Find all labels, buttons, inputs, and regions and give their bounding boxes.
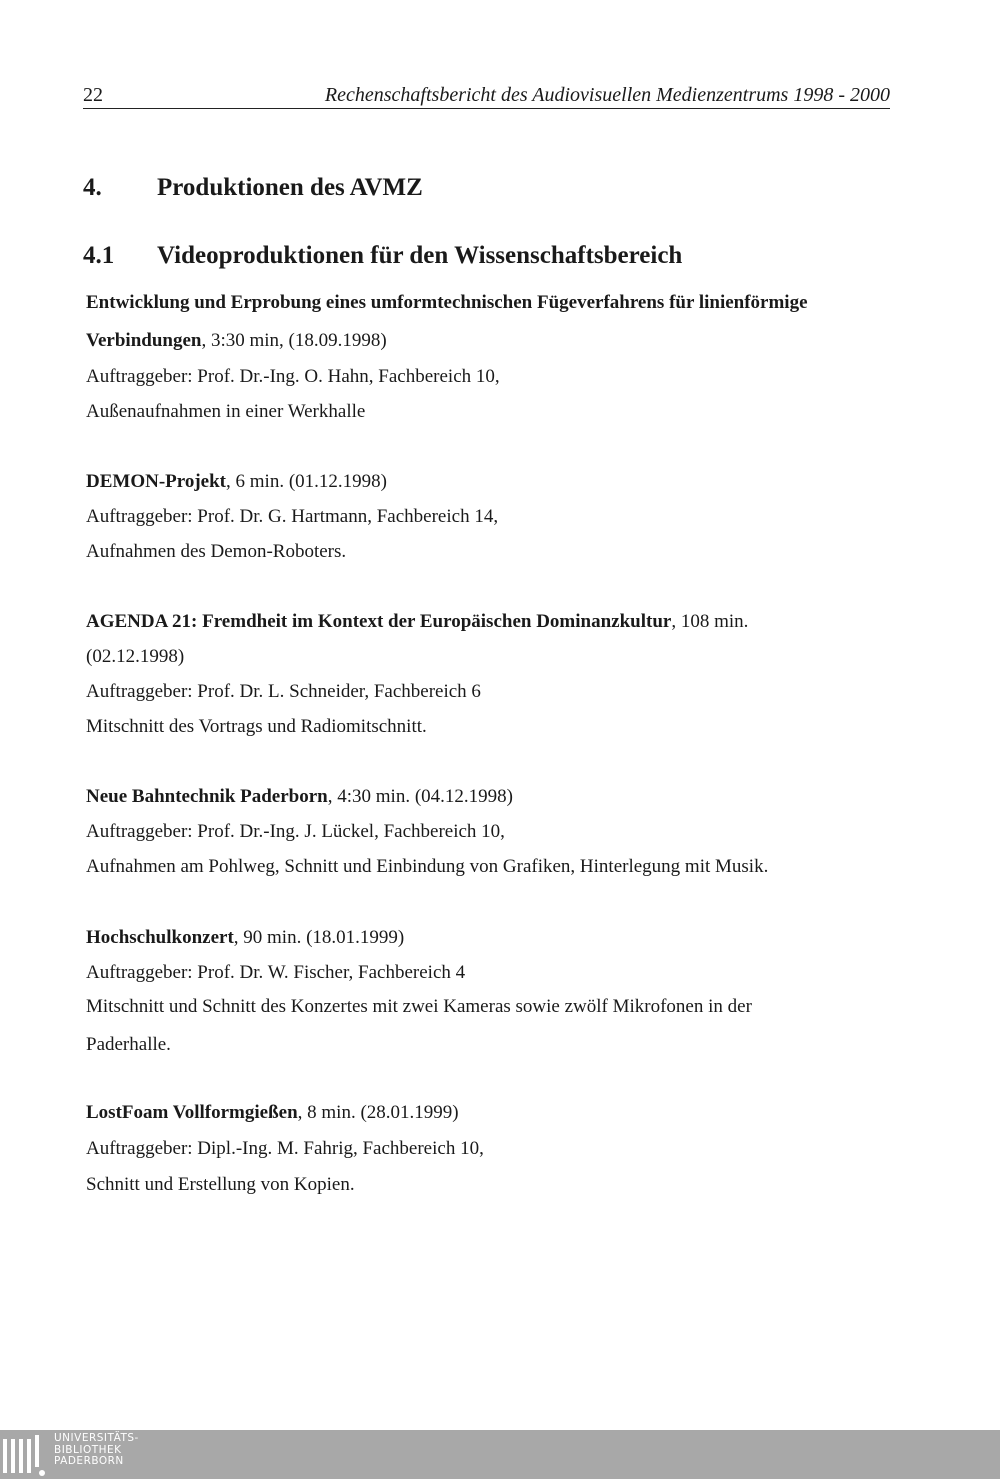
entry-5-meta: , 90 min. (18.01.1999) — [233, 927, 405, 948]
entry-4-description: Aufnahmen am Pohlweg, Schnitt und Einbindung von Grafiken, Hinterlegung mit Musik. — [86, 856, 769, 877]
entry-6-heading — [86, 1102, 459, 1124]
entry-1-title-cont: Verbindungen — [86, 330, 202, 351]
entry-4-heading — [86, 786, 513, 808]
entry-5-heading — [86, 927, 404, 949]
section-title: Videoproduktionen für den Wissenschaftsbereich — [157, 242, 683, 269]
entry-6-meta: , 8 min. (28.01.1999) — [297, 1102, 459, 1123]
section-number: 4.1 — [83, 242, 115, 269]
entry-1-title-line2 — [86, 330, 387, 352]
entry-5-client: Auftraggeber: Prof. Dr. W. Fischer, Fachbereich 4 — [86, 962, 466, 983]
entry-3-client: Auftraggeber: Prof. Dr. L. Schneider, Fachbereich 6 — [86, 681, 481, 702]
library-footer-bar — [0, 1430, 1000, 1479]
entry-1-title: Entwicklung und Erprobung eines umformtechnischen Fügeverfahrens für linienförmige — [86, 292, 808, 313]
library-logo-line1: UNIVERSITÄTS- — [54, 1432, 139, 1444]
entry-6-title: LostFoam Vollformgießen — [86, 1102, 298, 1123]
entry-1-title-line1 — [86, 292, 808, 314]
section-heading — [83, 242, 682, 270]
entry-2-title: DEMON-Projekt — [86, 471, 227, 492]
entry-1-description: Außenaufnahmen in einer Werkhalle — [86, 401, 366, 422]
entry-2-description: Aufnahmen des Demon-Roboters. — [86, 541, 347, 562]
library-logo-icon — [2, 1433, 50, 1477]
entry-6-description: Schnitt und Erstellung von Kopien. — [86, 1174, 355, 1195]
entry-4-title: Neue Bahntechnik Paderborn — [86, 786, 328, 807]
entry-3-title: AGENDA 21: Fremdheit im Kontext der Europäischen Dominanzkultur — [86, 611, 672, 632]
library-logo-text — [54, 1433, 139, 1468]
entry-2-client: Auftraggeber: Prof. Dr. G. Hartmann, Fachbereich 14, — [86, 506, 499, 527]
library-logo-line2: BIBLIOTHEK — [54, 1443, 122, 1456]
entry-4-meta: , 4:30 min. (04.12.1998) — [327, 786, 513, 807]
entry-4-client: Auftraggeber: Prof. Dr.-Ing. J. Lückel, Fachbereich 10, — [86, 821, 505, 842]
page-number: 22 — [83, 84, 103, 106]
entry-5-description-line2: Paderhalle. — [86, 1034, 171, 1055]
entry-3-heading — [86, 611, 748, 633]
entry-2-meta: , 6 min. (01.12.1998) — [226, 471, 387, 492]
entry-2-heading — [86, 471, 387, 493]
entry-3-meta: , 108 min. — [671, 611, 749, 632]
entry-1-client: Auftraggeber: Prof. Dr.-Ing. O. Hahn, Fachbereich 10, — [86, 366, 500, 387]
library-logo-line3: PADERBORN — [54, 1455, 124, 1467]
page-header — [83, 80, 890, 109]
entry-1-meta: , 3:30 min, (18.09.1998) — [201, 330, 387, 351]
chapter-title: Produktionen des AVMZ — [157, 174, 423, 201]
entry-6-client: Auftraggeber: Dipl.-Ing. M. Fahrig, Fachbereich 10, — [86, 1138, 484, 1159]
entry-5-title: Hochschulkonzert — [86, 927, 234, 948]
entry-3-description: Mitschnitt des Vortrags und Radiomitschnitt. — [86, 716, 427, 737]
chapter-heading — [83, 174, 423, 202]
entry-5-description: Mitschnitt und Schnitt des Konzertes mit zwei Kameras sowie zwölf Mikrofonen in der — [86, 996, 752, 1017]
chapter-number: 4. — [83, 174, 102, 201]
running-title: Rechenschaftsbericht des Audiovisuellen Medienzentrums 1998 - 2000 — [324, 84, 890, 106]
entry-3-meta-line2: (02.12.1998) — [86, 646, 185, 667]
